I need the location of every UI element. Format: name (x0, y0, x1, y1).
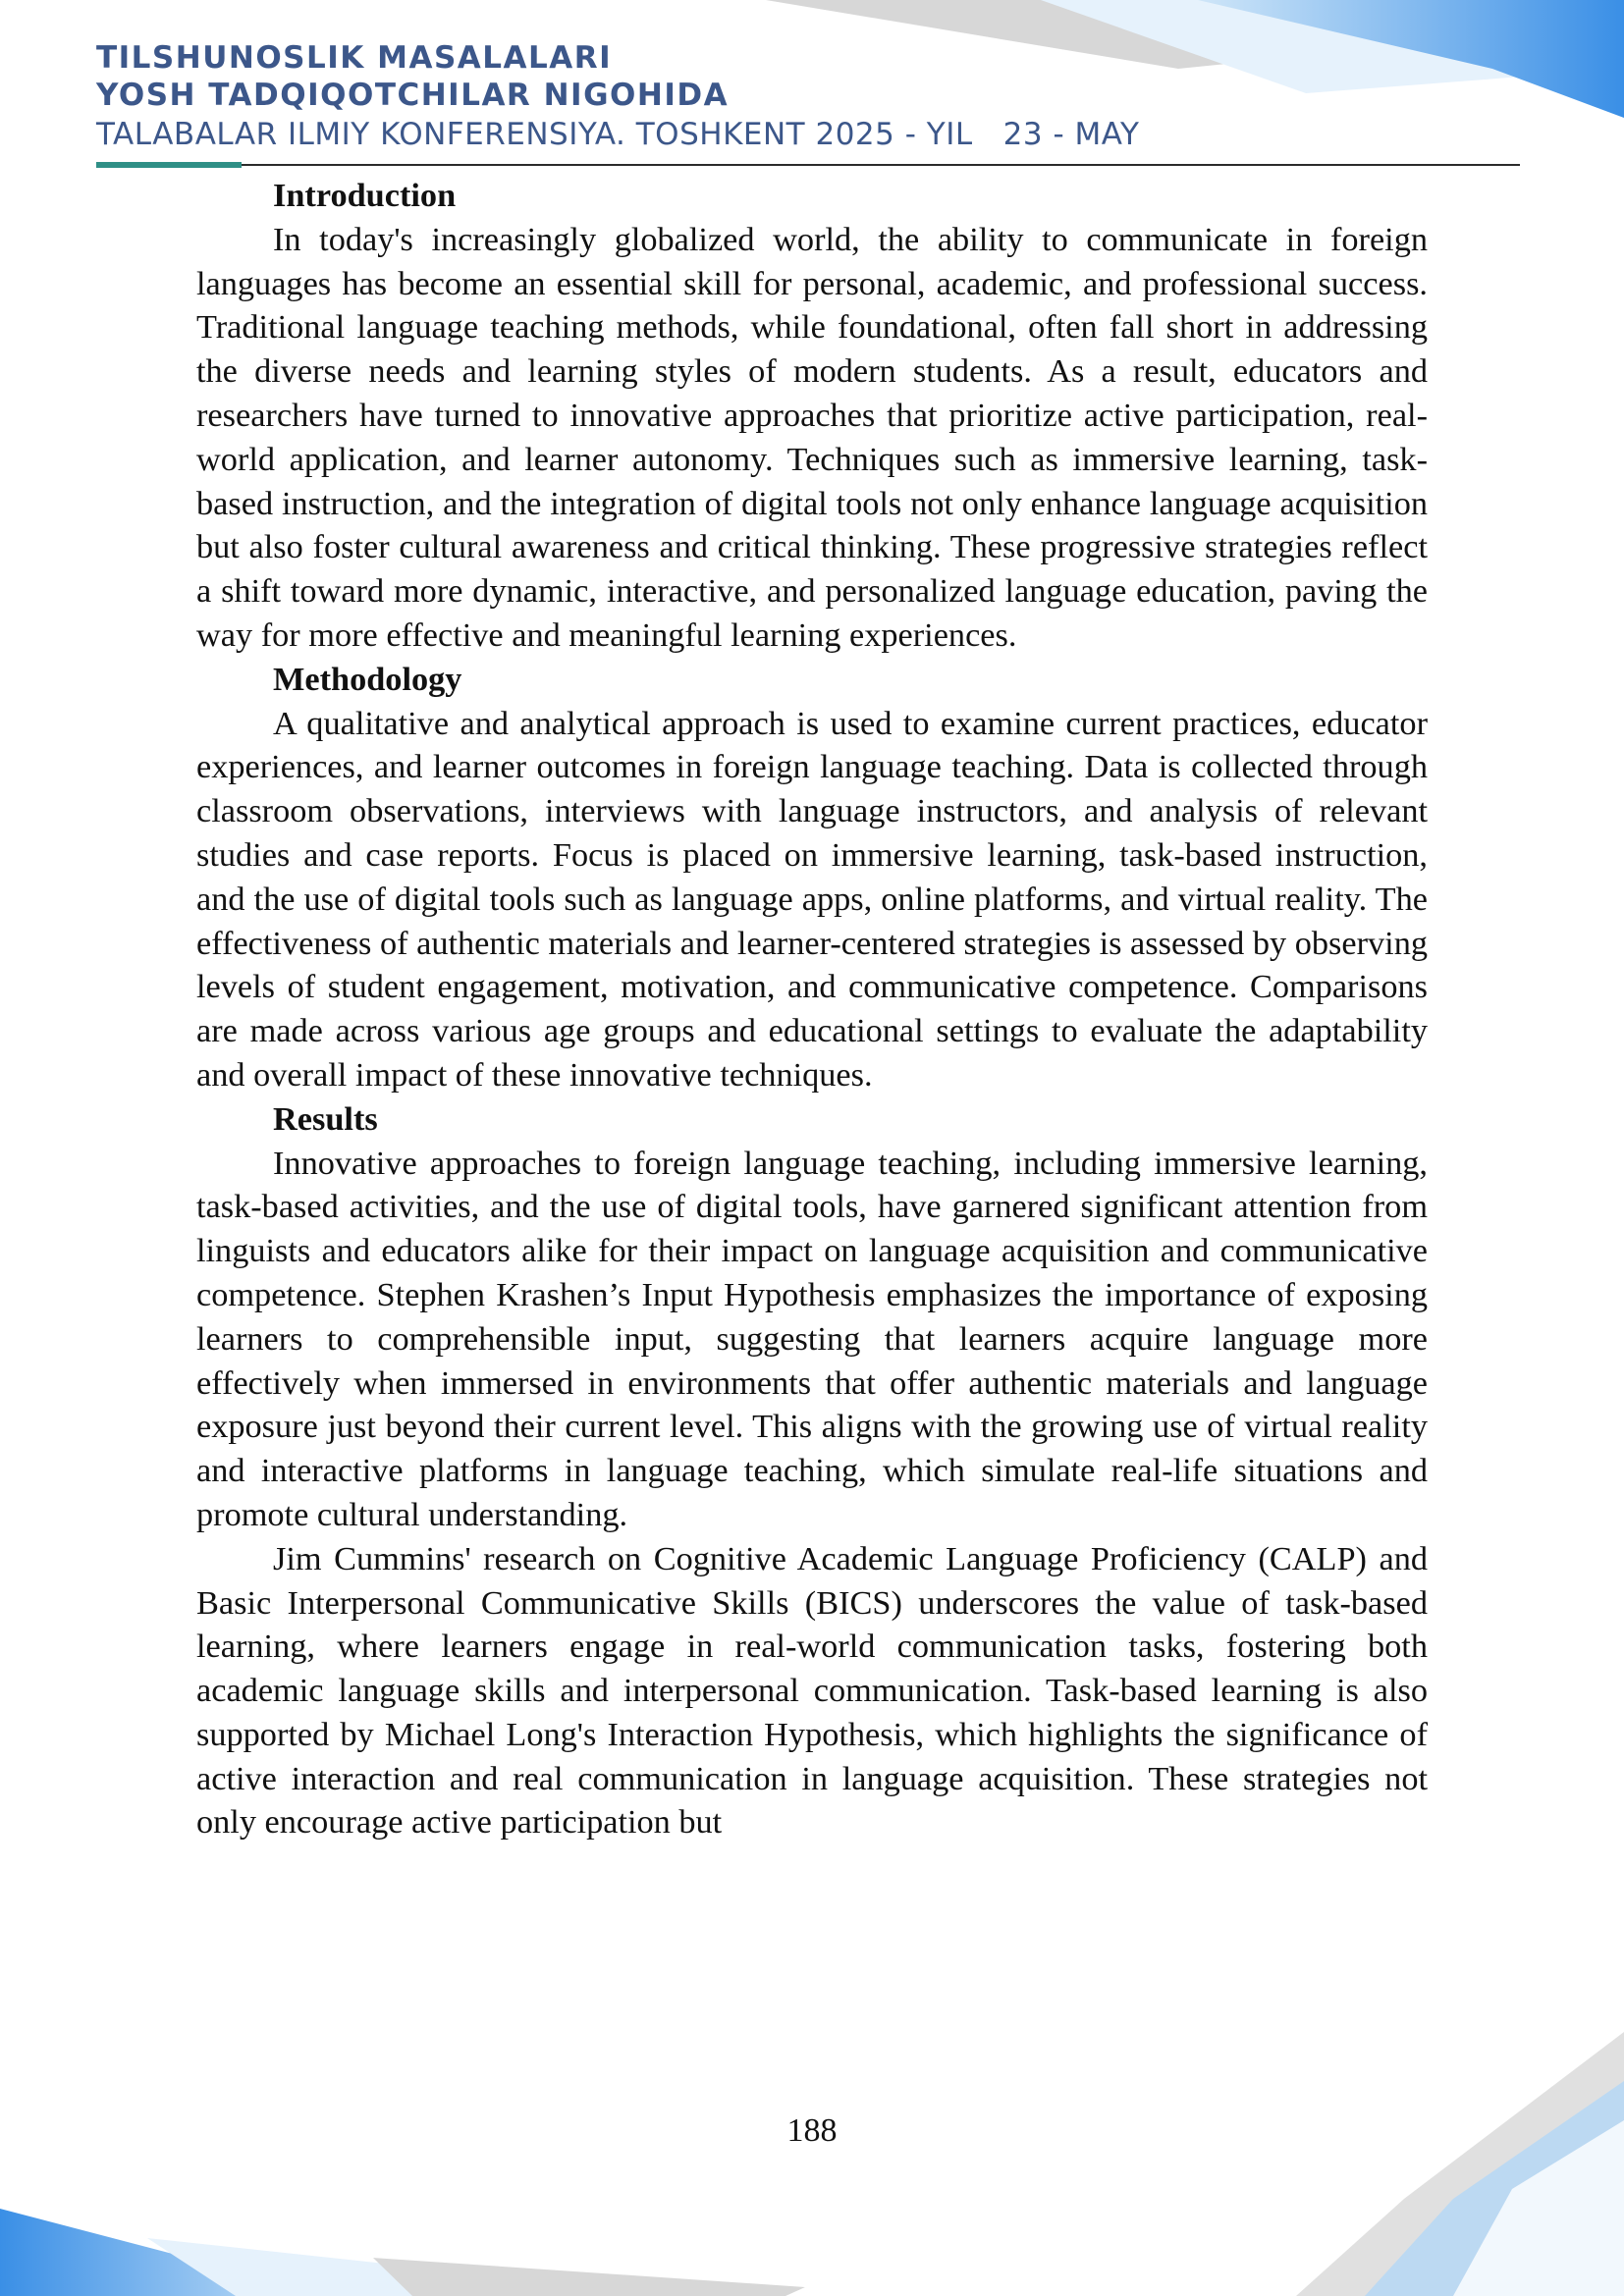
header-title-line-1: TILSHUNOSLIK MASALALARI (96, 40, 613, 76)
conference-header (96, 39, 1140, 155)
top-right-blue-wave (1198, 0, 1624, 118)
section-heading: Results (273, 1099, 378, 1138)
section-heading: Introduction (273, 177, 457, 214)
bottom-light-wave (147, 2238, 687, 2296)
paragraph: Innovative approaches to foreign language teaching, including immersive learning, task-based activities, and the use of digital tools, have garnered significant attention from linguists and educators alike for their impact on language acquisition and communicative competence. Stephen Krashen’s Input Hypothesis emphasizes the importance of exposing learners to comprehensible input, suggesting that learners acquire language more effectively when immersed in environments that offer authentic materials and language exposure just beyond their current level. This aligns with the growing use of virtual reality and interactive platforms in language teaching, which simulate real-life situations and promote cultural understanding. (196, 1144, 1428, 1533)
header-subtitle: TALABALAR ILMIY KONFERENSIYA. TOSHKENT 2025 - YIL 23 - MAY (96, 117, 1140, 152)
header-rule-accent (96, 162, 242, 168)
section-results (196, 1097, 1428, 1845)
paragraph: A qualitative and analytical approach is used to examine current practices, educator experiences, and learner outcomes in foreign language teaching. Data is collected through classroom observations, interviews with language instructors, and analysis of relevant studies and case reports. Focus is placed on immersive learning, task-based instruction, and the use of digital tools such as language apps, online platforms, and virtual reality. The effectiveness of authentic materials and learner-centered strategies is assessed by observing levels of student engagement, motivation, and communicative competence. Comparisons are made across various age groups and educational settings to evaluate the adaptability and overall impact of these innovative techniques. (196, 704, 1428, 1094)
bottom-gray-stripe (373, 2258, 805, 2296)
header-rule (96, 164, 1520, 166)
bottom-right-gray-wave (1296, 2032, 1624, 2296)
section-methodology (196, 658, 1428, 1097)
bottom-left-blue-wave (0, 2209, 334, 2296)
paragraph: Jim Cummins' research on Cognitive Academic Language Proficiency (CALP) and Basic Interpersonal Communicative Skills (BICS) underscores the value of task-based learning, where learners engage in real-world communication tasks, fostering both academic language skills and interpersonal communication. Task-based learning is also supported by Michael Long's Interaction Hypothesis, which highlights the significance of active interaction and real communication in language acquisition. These strategies not only encourage active participation but (196, 1539, 1428, 1842)
header-title-line-2: YOSH TADQIQOTCHILAR NIGOHIDA (96, 78, 730, 113)
paragraph: In today's increasingly globalized world, the ability to communicate in foreign languages has become an essential skill for personal, academic, and professional success. Traditional language teaching methods, while foundational, often fall short in addressing the diverse needs and learning styles of modern students. As a result, educators and researchers have turned to innovative approaches that prioritize active participation, real-world application, and learner autonomy. Techniques such as immersive learning, task-based instruction, and the integration of digital tools not only enhance language acquisition but also foster cultural awareness and critical thinking. These progressive strategies reflect a shift toward more dynamic, interactive, and personalized language education, paving the way for more effective and meaningful learning experiences. (196, 220, 1428, 654)
section-heading: Methodology (273, 660, 462, 698)
article-body (196, 174, 1428, 1844)
page-number: 188 (786, 2112, 838, 2149)
section-introduction (196, 174, 1428, 658)
